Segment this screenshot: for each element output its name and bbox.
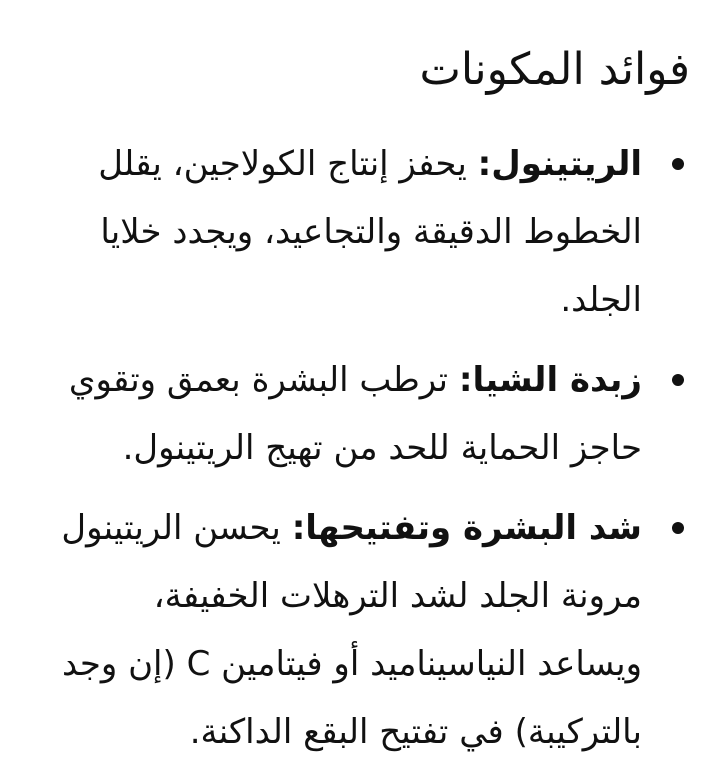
item-term: الريتينول:	[477, 144, 642, 184]
list-item-firming-brightening	[40, 494, 690, 766]
item-term: شد البشرة وتفتيحها:	[291, 508, 642, 548]
item-text: يحسن الريتينول مرونة الجلد لشد الترهلات الخفيفة، ويساعد النياسيناميد أو فيتامين C (إن وجد بالتركيبة) في تفتيح البقع الداكنة.	[61, 508, 642, 752]
benefits-list	[40, 130, 690, 766]
item-term: زبدة الشيا:	[458, 360, 642, 400]
bullet-icon	[672, 374, 684, 386]
list-item-retinol	[40, 130, 690, 334]
page-title: فوائد المكونات	[419, 44, 690, 95]
item-text: يحفز إنتاج الكولاجين، يقلل الخطوط الدقيقة والتجاعيد، ويجدد خلايا الجلد.	[98, 144, 642, 320]
bullet-icon	[672, 522, 684, 534]
bullet-icon	[672, 158, 684, 170]
item-text: ترطب البشرة بعمق وتقوي حاجز الحماية للحد من تهيج الريتينول.	[68, 360, 642, 468]
list-item-shea-butter	[40, 346, 690, 482]
